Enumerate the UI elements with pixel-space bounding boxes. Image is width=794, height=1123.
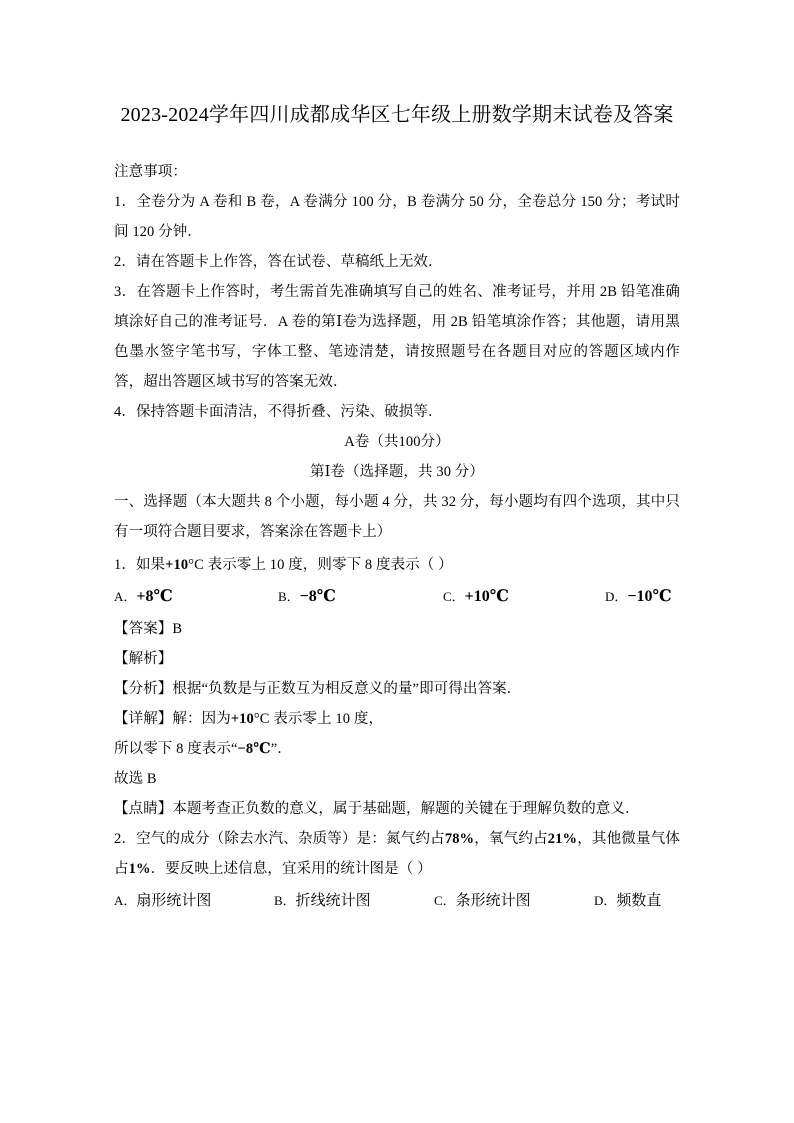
question-2-nitrogen-value: 78%: [444, 831, 475, 847]
detail-line2-pre: 所以零下 8 度表示“: [114, 741, 238, 757]
option-a-label: A．: [114, 893, 137, 908]
option-b-label: B．: [278, 589, 300, 604]
answer-value: B: [172, 621, 183, 637]
insight-text: 本题考查正负数的意义，属于基础题，解题的关键在于理解负数的意义．: [172, 801, 640, 817]
option-d-label: D．: [605, 589, 628, 604]
insight-tag: 【点睛】: [114, 801, 173, 817]
section-a-title: A卷（共100分）: [344, 434, 450, 450]
detail-line2-value: −8℃: [237, 741, 271, 757]
question-1-stem-value: +10: [165, 557, 189, 573]
notice-item-3: 3．在答题卡上作答时，考生需首先准确填写自己的姓名、准考证号，并用 2B 铅笔准确填涂好自己的准考证号．A 卷的第Ⅰ卷为选择题，用 2B 铅笔填涂作答；其他题，请用黑色墨水签字笔书写，字体工整、笔迹清楚，请按照题号在各题目对应的答题区域内作答，超出答题区域书写的答案无效．: [114, 284, 680, 390]
detail-post: 表示零上 10 度，: [273, 711, 384, 727]
question-1-analysis: [114, 674, 680, 704]
question-2-option-b[interactable]: [274, 884, 371, 918]
notice-item-4: 4．保持答题卡面清洁，不得折叠、污染、破损等．: [114, 404, 443, 420]
option-d-value: −10℃: [627, 588, 672, 605]
question-1-detail: [114, 704, 680, 734]
detail-pre: 解：因为: [172, 711, 231, 727]
option-c-value: 条形统计图: [455, 893, 531, 909]
option-b-value: 折线统计图: [295, 893, 371, 909]
detail-value: +10: [230, 711, 254, 727]
question-1-explain-tag: 【解析】: [114, 651, 173, 667]
option-c-label: C．: [443, 589, 465, 604]
option-a-value: 扇形统计图: [136, 893, 212, 909]
section-part1-title: 第Ⅰ卷（选择题，共 30 分）: [310, 464, 484, 480]
question-1-option-d[interactable]: [605, 580, 672, 614]
question-1-option-c[interactable]: [443, 580, 509, 614]
analysis-tag: 【分析】: [114, 681, 173, 697]
question-1-detail-line2: [114, 734, 680, 764]
question-2-stem-3: ，其他微量气体占: [114, 831, 680, 877]
option-d-label: D．: [594, 893, 617, 908]
question-1-stem-unit: C: [194, 557, 204, 573]
question-1-stem-pre: 1．如果: [114, 557, 166, 573]
question-2-option-d[interactable]: [594, 884, 661, 918]
question-2-stem-2: ，氧气约占: [474, 831, 548, 847]
page-title: 2023-2024学年四川成都成华区七年级上册数学期末试卷及答案: [120, 104, 674, 126]
option-a-value: +8℃: [136, 588, 173, 605]
question-2-option-a[interactable]: [114, 884, 211, 918]
question-1-option-a[interactable]: [114, 580, 173, 614]
question-1-conclusion: 故选 B: [114, 771, 157, 787]
question-1-insight: [114, 794, 680, 824]
question-2-stem-4: ．要反映上述信息，宜采用的统计图是（ ）: [150, 861, 432, 877]
question-1-stem-post: 表示零上 10 度，则零下 8 度表示（ ）: [207, 557, 453, 573]
option-b-value: −8℃: [299, 588, 336, 605]
option-c-label: C．: [434, 893, 456, 908]
question-2-option-c[interactable]: [434, 884, 531, 918]
question-2-oxygen-value: 21%: [547, 831, 578, 847]
option-a-label: A．: [114, 589, 137, 604]
option-c-value: +10℃: [464, 588, 509, 605]
detail-tag: 【详解】: [114, 711, 173, 727]
answer-tag: 【答案】: [114, 621, 173, 637]
detail-unit: C: [259, 711, 270, 727]
section-instruction: 一、选择题（本大题共 8 个小题，每小题 4 分，共 32 分，每小题均有四个选项，其中只有一项符合题目要求，答案涂在答题卡上）: [114, 494, 680, 540]
notice-item-1: 1．全卷分为 A 卷和 B 卷，A 卷满分 100 分，B 卷满分 50 分，全卷总分 150 分；考试时间 120 分钟．: [114, 194, 680, 240]
notice-item-2: 2．请在答题卡上作答，答在试卷、草稿纸上无效．: [114, 254, 443, 270]
question-2-stem-1: 2．空气的成分（除去水汽、杂质等）是：氮气约占: [114, 831, 445, 847]
option-d-value: 频数直: [616, 893, 662, 909]
question-1-answer: [114, 614, 680, 644]
question-2-other-value: 1%: [128, 861, 151, 877]
question-1-stem: [114, 550, 680, 580]
notice-heading: 注意事项：: [114, 164, 187, 180]
question-2-options: [114, 884, 680, 918]
degree-icon: °: [188, 557, 195, 573]
detail-line2-post: ”．: [270, 741, 292, 757]
question-1-option-b[interactable]: [278, 580, 336, 614]
analysis-text: 根据“负数是与正数互为相反意义的量”即可得出答案．: [172, 681, 522, 697]
question-2-stem: [114, 824, 680, 884]
question-1-options: [114, 580, 680, 614]
degree-icon: °: [253, 711, 260, 727]
option-b-label: B．: [274, 893, 296, 908]
